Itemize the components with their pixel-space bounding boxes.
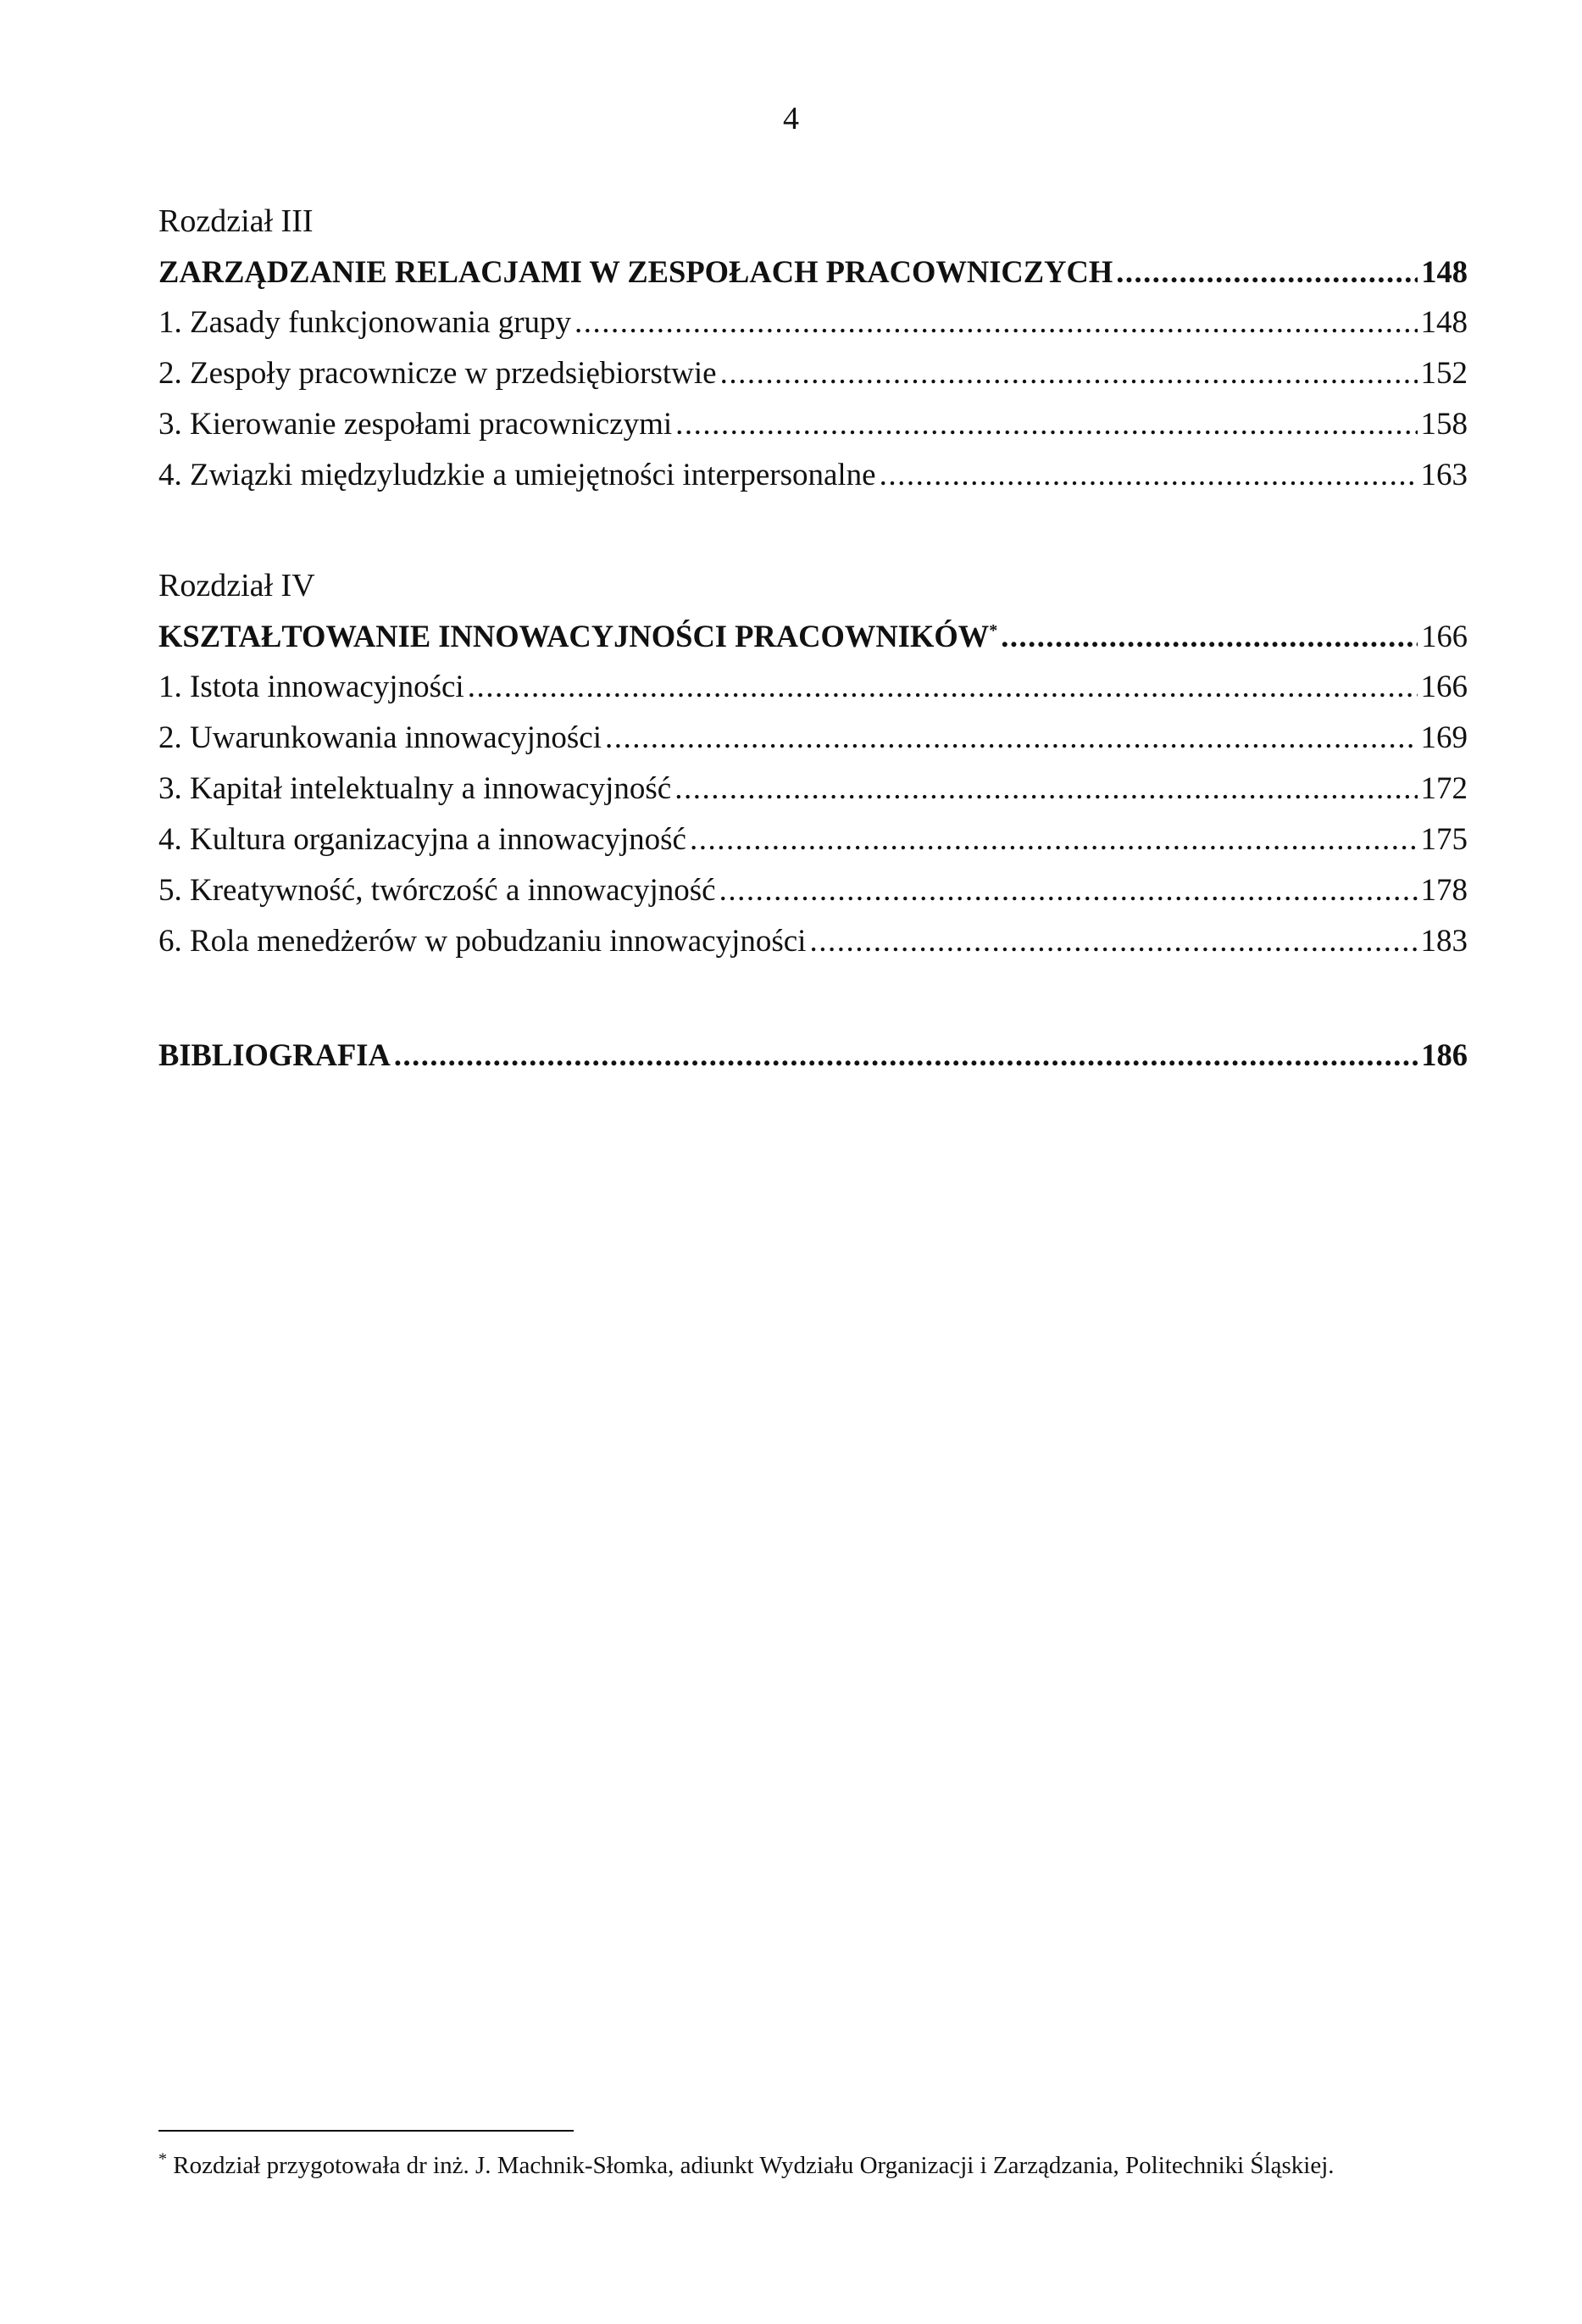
entry-title: 4. Związki międzyludzkie a umiejętności interpersonalne xyxy=(158,458,876,492)
dot-leader xyxy=(719,871,1418,910)
footnote-text: Rozdział przygotowała dr inż. J. Machnik-Słomka, adiunkt Wydziału Organizacji i Zarządzania, Politechniki Śląskiej. xyxy=(173,2152,1335,2179)
dot-leader xyxy=(674,770,1417,809)
toc-entry[interactable] xyxy=(158,405,1468,444)
bibliography-section xyxy=(158,1036,1468,1075)
chapter-3-section xyxy=(158,202,1468,495)
page-ref: 166 xyxy=(1420,670,1468,704)
dot-leader xyxy=(468,668,1418,707)
page-ref: 183 xyxy=(1420,924,1468,959)
entry-title: 4. Kultura organizacyjna a innowacyjność xyxy=(158,822,686,857)
page-number: 4 xyxy=(783,101,799,136)
toc-entry[interactable] xyxy=(158,354,1468,393)
page-ref: 178 xyxy=(1420,873,1468,908)
footnote xyxy=(158,2149,1468,2182)
chapter-title xyxy=(158,617,997,656)
page-ref: 158 xyxy=(1420,407,1468,442)
footnote-rule xyxy=(158,2130,574,2132)
dot-leader xyxy=(880,456,1418,495)
entry-title: 3. Kapitał intelektualny a innowacyjność xyxy=(158,771,672,806)
chapter-4-section xyxy=(158,566,1468,961)
dot-leader xyxy=(1116,253,1418,292)
entry-title: 2. Zespoły pracownicze w przedsiębiorstwie xyxy=(158,356,717,391)
page-ref: 148 xyxy=(1421,254,1468,289)
footnote-marker: * xyxy=(158,2149,167,2169)
dot-leader xyxy=(720,354,1418,393)
bibliography-entry[interactable] xyxy=(158,1036,1468,1075)
page-ref: 163 xyxy=(1420,458,1468,492)
dot-leader xyxy=(575,303,1417,342)
dot-leader xyxy=(394,1036,1418,1075)
dot-leader xyxy=(809,922,1417,961)
entry-title: 5. Kreatywność, twórczość a innowacyjność xyxy=(158,873,716,908)
toc-entry[interactable] xyxy=(158,922,1468,961)
page-ref: 169 xyxy=(1420,720,1468,755)
dot-leader xyxy=(690,820,1418,859)
toc-entry[interactable] xyxy=(158,303,1468,342)
entry-title: 1. Zasady funkcjonowania grupy xyxy=(158,305,572,340)
entry-title: 2. Uwarunkowania innowacyjności xyxy=(158,720,602,755)
chapter-title-text: KSZTAŁTOWANIE INNOWACYJNOŚCI PRACOWNIKÓW xyxy=(158,619,990,653)
chapter-heading[interactable] xyxy=(158,617,1468,656)
toc-entry[interactable] xyxy=(158,719,1468,758)
dot-leader xyxy=(1001,617,1418,656)
toc-entry[interactable] xyxy=(158,770,1468,809)
page-ref: 175 xyxy=(1420,822,1468,857)
dot-leader xyxy=(605,719,1417,758)
page-ref: 166 xyxy=(1421,619,1468,653)
chapter-label: Rozdział IV xyxy=(158,568,315,603)
entry-title: 3. Kierowanie zespołami pracowniczymi xyxy=(158,407,673,442)
bibliography-title: BIBLIOGRAFIA xyxy=(158,1037,391,1072)
page-ref: 148 xyxy=(1420,305,1468,340)
chapter-heading[interactable] xyxy=(158,253,1468,292)
chapter-title: ZARZĄDZANIE RELACJAMI W ZESPOŁACH PRACOWNICZYCH xyxy=(158,254,1113,289)
toc-entry[interactable] xyxy=(158,871,1468,910)
toc-entry[interactable] xyxy=(158,456,1468,495)
page-ref: 152 xyxy=(1420,356,1468,391)
entry-title: 6. Rola menedżerów w pobudzaniu innowacyjności xyxy=(158,924,807,959)
dot-leader xyxy=(675,405,1417,444)
page-ref: 186 xyxy=(1421,1037,1468,1072)
chapter-label: Rozdział III xyxy=(158,203,314,239)
toc-entry[interactable] xyxy=(158,668,1468,707)
footnote-marker: * xyxy=(989,620,998,640)
page-ref: 172 xyxy=(1420,771,1468,806)
toc-entry[interactable] xyxy=(158,820,1468,859)
entry-title: 1. Istota innowacyjności xyxy=(158,670,464,704)
